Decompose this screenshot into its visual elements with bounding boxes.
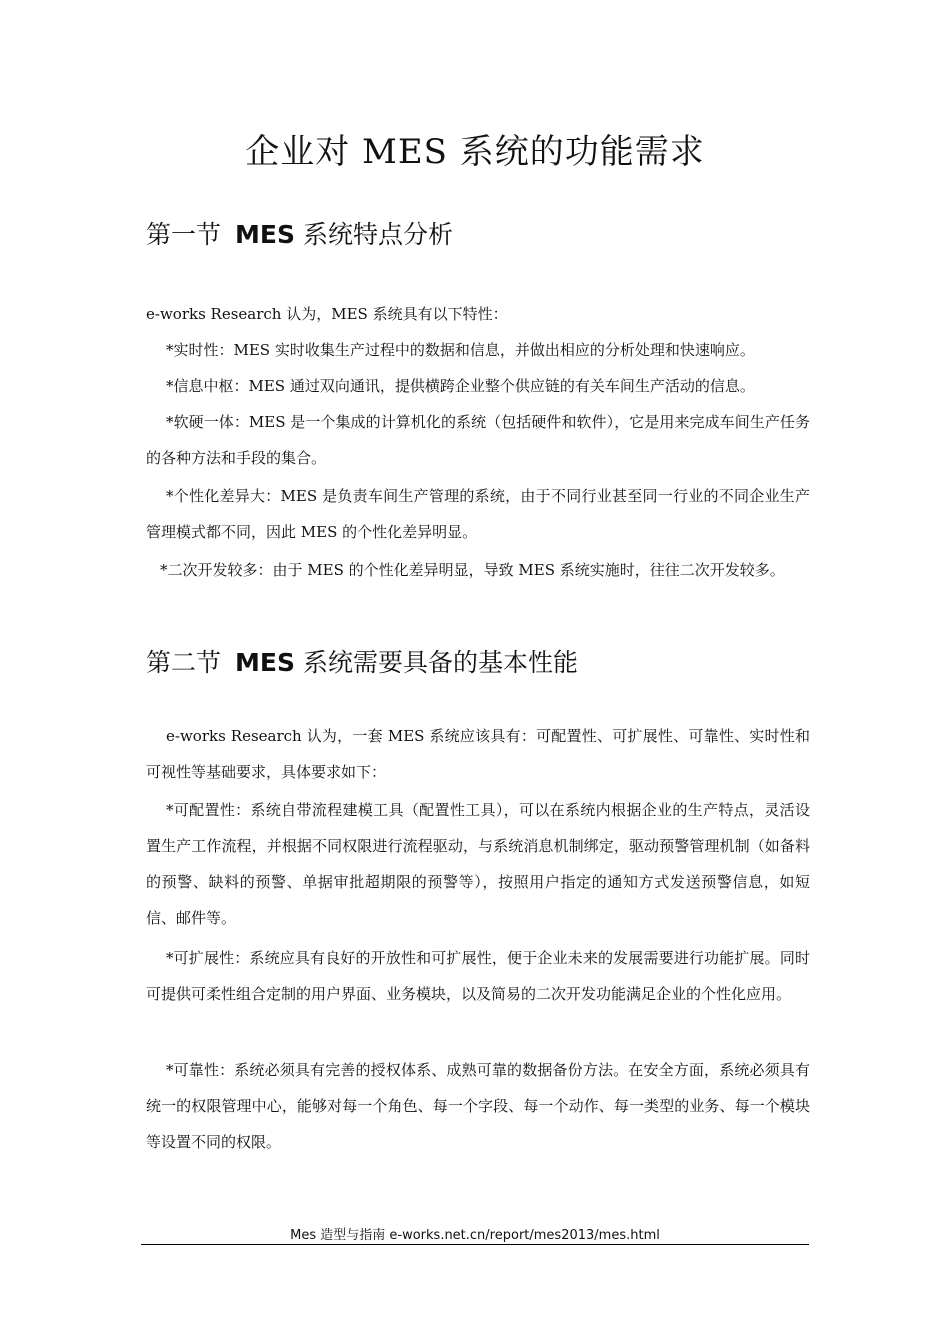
section-heading-bold: MES <box>235 648 295 677</box>
section1-item-realtime: *实时性：MES 实时收集生产过程中的数据和信息，并做出相应的分析处理和快速响应。 <box>166 341 755 359</box>
section-heading-text: 系统特点分析 <box>302 220 453 249</box>
section1-item-info-hub: *信息中枢：MES 通过双向通讯，提供横跨企业整个供应链的有关车间生产活动的信息。 <box>166 377 755 395</box>
section1-item-personalization: *个性化差异大：MES 是负责车间生产管理的系统，由于不同行业甚至同一行业的不同企业生产管理模式都不同，因此 MES 的个性化差异明显。 <box>146 487 810 541</box>
section-heading-bold: MES <box>235 220 295 249</box>
section2-item-configurable: *可配置性：系统自带流程建模工具（配置性工具），可以在系统内根据企业的生产特点，灵活设置生产工作流程，并根据不同权限进行流程驱动，与系统消息机制绑定，驱动预警管理机制（如备料的预警、缺料的预警、单据审批超期限的预警等），按照用户指定的通知方式发送预警信息，如短信、邮件等。 <box>146 801 810 927</box>
section1-intro: e-works Research 认为，MES 系统具有以下特性： <box>146 305 508 323</box>
section2-item-extensible: *可扩展性：系统应具有良好的开放性和可扩展性，便于企业未来的发展需要进行功能扩展。同时可提供可柔性组合定制的用户界面、业务模块，以及简易的二次开发功能满足企业的个性化应用。 <box>146 949 810 1003</box>
section-number: 第二节 <box>146 648 222 677</box>
section1-item-hw-sw: *软硬一体：MES 是一个集成的计算机化的系统（包括硬件和软件），它是用来完成车间生产任务的各种方法和手段的集合。 <box>146 413 810 467</box>
section-heading-1 <box>146 218 826 252</box>
footer-divider <box>141 1244 809 1245</box>
section-heading-text: 系统需要具备的基本性能 <box>302 648 578 677</box>
section-heading-2 <box>146 646 826 680</box>
document-title: 企业对 MES 系统的功能需求 <box>245 132 705 172</box>
section2-item-reliable: *可靠性：系统必须具有完善的授权体系、成熟可靠的数据备份方法。在安全方面，系统必须具有统一的权限管理中心，能够对每一个角色、每一个字段、每一个动作、每一类型的业务、每一个模块等设置不同的权限。 <box>146 1061 810 1151</box>
section2-intro: e-works Research 认为，一套 MES 系统应该具有：可配置性、可扩展性、可靠性、实时性和可视性等基础要求，具体要求如下： <box>146 727 810 781</box>
section-number: 第一节 <box>146 220 222 249</box>
page-footer: Mes 造型与指南 e-works.net.cn/report/mes2013/mes.html <box>290 1228 660 1243</box>
section1-item-secondary-dev: *二次开发较多：由于 MES 的个性化差异明显，导致 MES 系统实施时，往往二次开发较多。 <box>160 561 785 579</box>
